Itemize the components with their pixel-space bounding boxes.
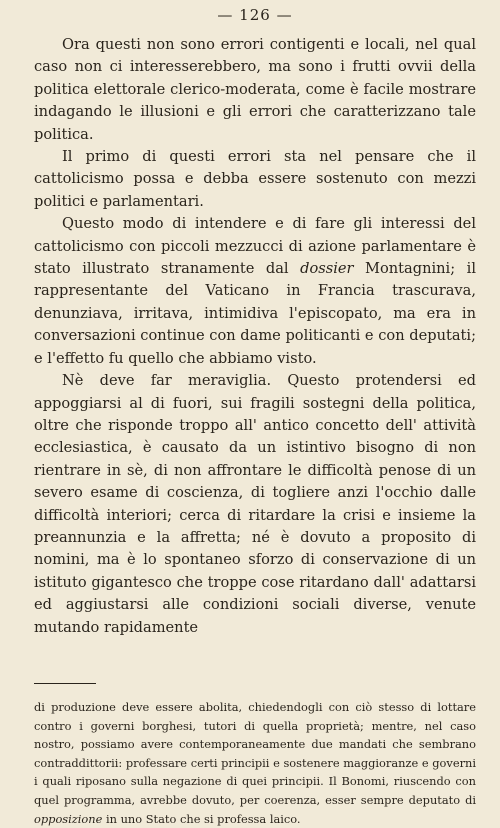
dossier-emphasis: dossier bbox=[300, 260, 354, 278]
footnote-rule bbox=[34, 683, 96, 684]
footnote bbox=[34, 698, 476, 828]
paragraph-3-lead: Questo modo di intendere e di fare gli interessi del cattolicismo con piccoli mezzucci di azione parlamentare è stato illustrato stranamente dal bbox=[34, 215, 476, 278]
paragraph-2: Il primo di questi errori sta nel pensare che il cattolicismo possa e debba essere sostenuto con mezzi politici e parlamentari. bbox=[34, 148, 476, 210]
paragraph-3 bbox=[34, 213, 476, 370]
paragraph-3-tail: Montagnini; il rappresentante del Vaticano in Francia trascurava, denunziava, irritava, intimidiva l'episcopato, ma era in conversazioni continue con dame politicanti e con deputati; e l'effetto fu quello che abbiamo visto. bbox=[34, 260, 476, 367]
page-number: — 126 — bbox=[217, 6, 293, 24]
footnote-text-after: in uno Stato che si professa laico. bbox=[106, 811, 301, 826]
main-text bbox=[34, 34, 476, 639]
paragraph-4: Nè deve far meraviglia. Questo protendersi ed appoggiarsi al di fuori, sui fragili sostegni della politica, oltre che risponde troppo all' antico concetto dell' attività ecclesiastica, è causato da un istintivo bisogno di non rientrare in sè, di non affrontare le difficoltà penose di un severo esame di coscienza, di togliere anzi l'occhio dalle difficoltà interiori; cerca di ritardare la crisi e insieme la preannunzia e la affretta; né è dovuto a proposito di nomini, ma è lo spontaneo sforzo di conservazione di un istituto gigantesco che troppe cose ritardano dall' adattarsi ed aggiustarsi alle condizioni sociali diverse, venute mutando rapidamente bbox=[34, 372, 476, 636]
footnote-emphasis: opposizione bbox=[34, 811, 103, 826]
paragraph-1: Ora questi non sono errori contigenti e locali, nel qual caso non ci interesserebbero, ma sono i frutti ovvii della politica elettorale clerico-moderata, come è facile mostrare indagando le illusioni e gli errori che caratterizzano tale politica. bbox=[34, 36, 476, 143]
footnote-text-before: di produzione deve essere abolita, chiedendogli con ciò stesso di lottare contro i governi borghesi, tutori di quella proprietà; mentre, nel caso nostro, possiamo avere contemporaneamente due mandati che sembrano contraddittorii: professare certi principii e sostenere maggioranze e governi i quali riposano sulla negazione di quei principii. Il Bonomi, riuscendo con quel programma, avrebbe dovuto, per coerenza, esser sempre deputato di bbox=[34, 699, 476, 807]
